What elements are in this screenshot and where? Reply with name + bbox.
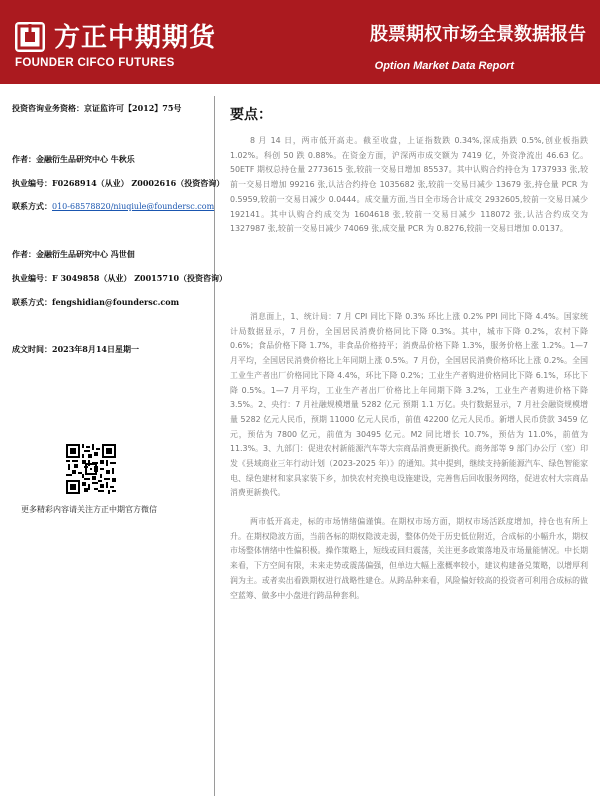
report-header: [0, 0, 600, 84]
contact1-line: [12, 201, 214, 212]
market-summary-paragraph: 8 月 14 日，两市低开高走。截至收盘，上证指数跌 0.34%,深成指跌 0.5%,创业板指跌 1.02%。科创 50 跌 0.88%。在资金方面，沪深两市成交额为 7419 亿，外资净流出 46.63 亿。50ETF 期权总持仓量 2773615 张,较前一交易日增加 85537。其中认购合约持仓为 1737933 张,较前一交易日增加 99216 张,认沽合约持仓 1035682 张,较前一交易日减少 13679 张,持仓量 PCR 为 0.5959,较前一交易日减少 0.0444。成交量方面,当日全市场合计成交 2932605,较前一交易日减少 192141。其中认购合约成交为 1604618 张,较前一交易日减少 118072 张,认沽合约成交为 1327987 张,较前一交易日减少 74069 张,成交量 PCR 为 0.8276,较前一交易日增加 0.0137。: [230, 136, 588, 234]
author1-line: [12, 154, 135, 165]
founder-logo-icon: [15, 22, 45, 52]
contact1-email-link[interactable]: 010-68578820/niuqiule@foundersc.com: [52, 202, 215, 211]
contact1-label: 联系方式：: [12, 201, 52, 211]
contact2-value: fengshidian@foundersc.com: [52, 297, 180, 307]
author1-label: 作者：: [12, 154, 36, 164]
date-line: [12, 344, 139, 355]
license2-label: 执业编号：: [12, 273, 52, 283]
key-points-heading: 要点：: [230, 107, 272, 123]
license2-value: F 3049858（从业） Z0015710（投资咨询）: [52, 273, 228, 283]
license1-label: 执业编号：: [12, 178, 52, 188]
company-logo-english: FOUNDER CIFCO FUTURES: [15, 57, 175, 69]
company-logo-text: 方正中期期货: [54, 23, 217, 53]
contact2-label: 联系方式：: [12, 297, 52, 307]
date-value: 2023年8月14日星期一: [52, 344, 139, 354]
contact2-line: [12, 297, 179, 308]
author2-label: 作者：: [12, 249, 36, 259]
qr-caption: 更多精彩内容请关注方正中期官方微信: [21, 505, 157, 514]
strategy-paragraph: 两市低开高走，标的市场情绪偏谨慎。在期权市场方面，期权市场活跃度增加，持仓也有所上升。在期权隐波方面，当前各标的期权隐波走弱，整体仍处于历史低位附近，合成标的小幅升水，期权市场整体情绪中性偏积极。操作策略上，短线或回归震荡，关注更多政策落地及市场量能情况。中长期来看，下方空间有限，未来走势或震荡偏强，但单边大幅上涨概率较小，建议构建备兑策略，以增厚利润为主。或者卖出看跌期权进行战略性建仓。从跨品种来看，风险偏好较高的投资者可利用合成标的做空蓝筹、做多中小盘进行跨品种套利。: [230, 517, 588, 600]
author1-value: 金融衍生品研究中心 牛秋乐: [36, 154, 135, 164]
date-label: 成文时间：: [12, 344, 52, 354]
license1-value: F0268914（从业） Z0002616（投资咨询）: [52, 178, 225, 188]
qualification-line: 投资咨询业务资格：京证监许可【2012】75号: [12, 103, 182, 113]
license2-line: [12, 273, 227, 284]
report-title: 股票期权市场全景数据报告: [370, 24, 586, 45]
author2-value: 金融衍生品研究中心 冯世佃: [36, 249, 135, 259]
license1-line: [12, 178, 224, 189]
author2-line: [12, 249, 135, 260]
wechat-qr-code: [66, 444, 116, 494]
news-paragraph: 消息面上，1、统计局：7 月 CPI 同比下降 0.3% 环比上涨 0.2% PPI 同比下降 4.4%。国家统计局数据显示，7 月份，全国居民消费价格同比下降 0.3%。其中，城市下降 0.2%，农村下降 0.6%；食品价格下降 1.7%，非食品价格持平；消费品价格下降 1.3%，服务价格上涨 1.2%。1—7 月平均，全国居民消费价格比上年同期上涨 0.5%。7 月份，全国居民消费价格环比上涨 0.2%。全国工业生产者出厂价格同比下降 4.4%，环比下降 0.2%；工业生产者购进价格同比下降 6.1%，环比下降 0.5%。1—7 月平均，工业生产者出厂价格比上年同期下降 3.2%，工业生产者购进价格下降 3.5%。2、央行：7 月社融规模增量 5282 亿元 预期 1.1 万亿。央行数据显示，7 月社会融资规模增量 5282 亿元人民币，预期 11000 亿元人民币，前值 42200 亿元人民币。新增人民币贷款 3459 亿元，预估为 7800 亿元，前值为 30495 亿元。M2 同比增长 10.7%，预估为 11.0%，前值为 11.3%。3、九部门：促进农村新能源汽车等大宗商品消费更新换代。商务部等 9 部门办公厅（室）印发《县域商业三年行动计划（2023-2025 年）》的通知。其中提到，继续支持新能源汽车、绿色智能家电、绿色建材和家具家装下乡，加快农村充换电设施建设，完善售后回收服务网络，促进农村大宗商品消费更新换代。: [230, 312, 588, 498]
report-subtitle: Option Market Data Report: [374, 60, 514, 72]
